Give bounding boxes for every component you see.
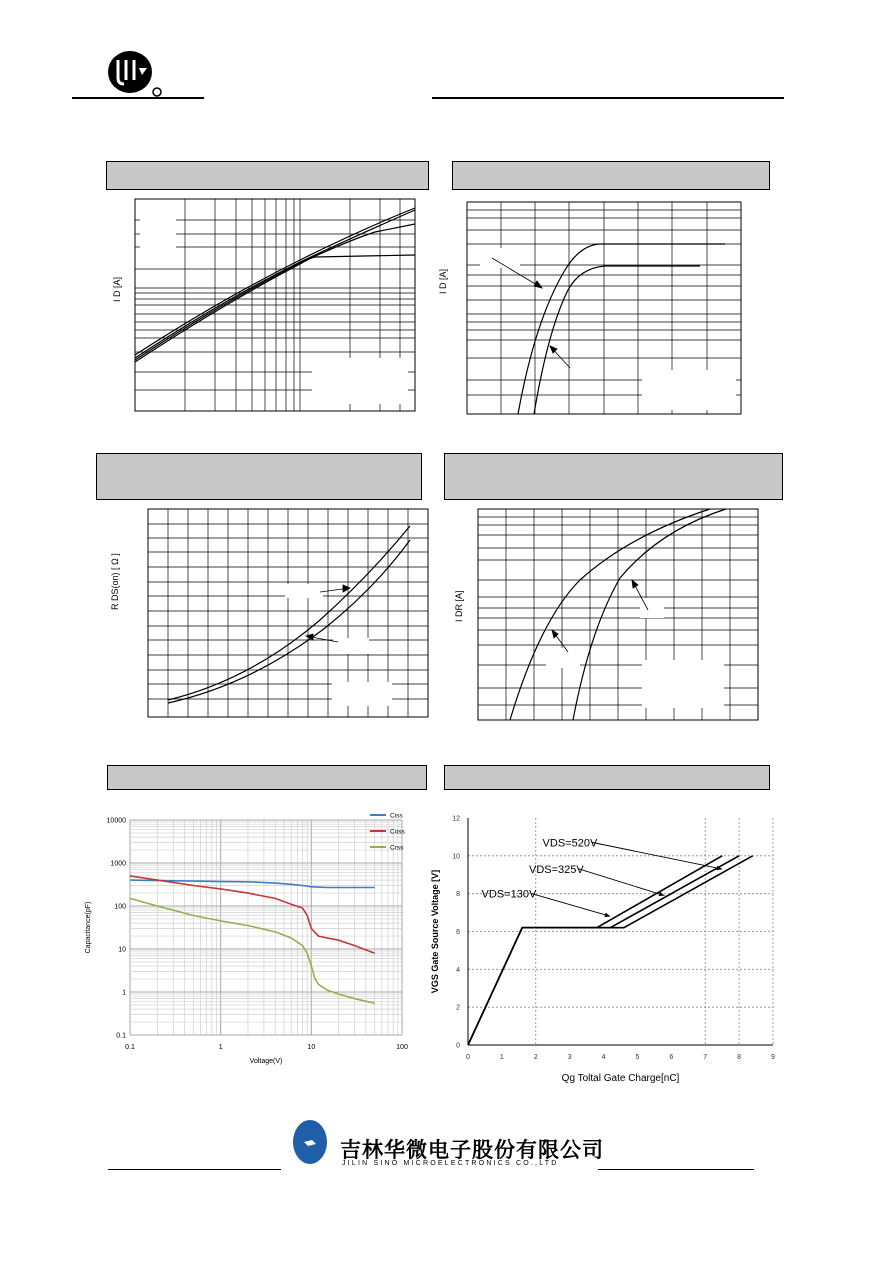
gate-charge-xtick: 6	[669, 1054, 674, 1061]
chart-3-ylabel: R DS(on) [ Ω ]	[110, 553, 120, 610]
gate-charge-xtick: 9	[771, 1054, 775, 1061]
capacitance-ytick: 1	[122, 989, 126, 997]
gate-charge-annotation: VDS=520V	[542, 837, 598, 850]
chart-4-ylabel: I DR [A]	[454, 590, 464, 622]
gate-charge-xtick: 0	[466, 1054, 470, 1061]
gate-charge-annotation: VDS=325V	[529, 863, 584, 876]
gate-charge-annotation: VDS=130V	[481, 888, 537, 901]
chart-2-svg	[430, 190, 770, 420]
gate-charge-ytick: 2	[456, 1004, 460, 1012]
gate-charge-annotation-arrow	[579, 869, 665, 896]
gate-charge-series-1	[468, 856, 722, 1045]
footer-rule-right	[598, 1169, 754, 1170]
gate-charge-ylabel: VGS Gate Source Voltage [V]	[430, 869, 440, 994]
gate-charge-xlabel: Qg Toltal Gate Charge[nC]	[561, 1073, 680, 1084]
company-name-cn: 吉林华微电子股份有限公司	[340, 1138, 604, 1162]
capacitance-ytick: 10000	[106, 817, 126, 825]
capacitance-ytick: 100	[114, 903, 126, 911]
footer-rule-left	[108, 1169, 281, 1170]
gate-charge-arrowhead	[604, 913, 610, 917]
capacitance-ylabel: Capacitance(pF)	[85, 901, 92, 954]
gate-charge-ytick: 12	[452, 815, 460, 823]
capacitance-xtick: 100	[396, 1044, 408, 1051]
gate-charge-xtick: 4	[601, 1054, 606, 1061]
capacitance-xlabel: Voltage(V)	[249, 1058, 283, 1065]
gate-charge-ytick: 4	[456, 966, 460, 974]
capacitance-xtick: 0.1	[125, 1044, 135, 1051]
chart-3-rdson	[100, 500, 430, 730]
gate-charge-xtick: 5	[635, 1054, 640, 1061]
chart-1-on-region	[100, 190, 430, 420]
chart-2-ylabel: I D [A]	[438, 268, 448, 294]
gate-charge-xtick: 8	[737, 1054, 742, 1061]
gate-charge-ytick: 6	[456, 929, 460, 936]
chart-4-diode	[440, 500, 780, 730]
capacitance-ytick: 0.1	[116, 1032, 126, 1040]
gate-charge-ytick: 10	[452, 853, 460, 861]
gate-charge-ytick: 8	[456, 891, 460, 899]
capacitance-chart	[80, 800, 420, 1070]
chart-2-transfer	[430, 190, 770, 420]
capacitance-ytick: 1000	[110, 860, 126, 868]
panel-title-3	[96, 453, 422, 500]
capacitance-svg	[80, 800, 420, 1070]
gate-charge-xtick: 7	[703, 1054, 708, 1061]
chart-3-svg	[100, 500, 430, 730]
capacitance-ytick: 10	[118, 946, 126, 954]
chart-1-svg	[100, 190, 430, 420]
gate-charge-annotation-arrow	[531, 893, 610, 916]
gate-charge-xtick: 1	[499, 1054, 504, 1061]
panel-title-1	[106, 161, 429, 190]
capacitance-legend-label: Coss	[390, 828, 405, 836]
gate-charge-xtick: 2	[533, 1054, 538, 1061]
panel-title-6	[444, 765, 770, 790]
panel-title-4	[444, 453, 783, 500]
panel-title-5	[107, 765, 427, 790]
capacitance-xtick: 10	[307, 1044, 316, 1051]
capacitance-legend-label: Crss	[390, 844, 404, 852]
capacitance-xtick: 1	[218, 1044, 223, 1051]
gate-charge-ytick: 0	[456, 1042, 460, 1050]
gate-charge-series-3	[468, 856, 753, 1045]
company-name-en: JILIN SINO MICROELECTRONICS CO.,LTD	[342, 1160, 559, 1167]
gate-charge-series-2	[468, 856, 739, 1045]
gate-charge-xtick: 3	[567, 1054, 572, 1061]
header-rule-right	[432, 97, 784, 99]
gate-charge-svg	[420, 800, 790, 1100]
chart-1-ylabel: I D [A]	[112, 276, 122, 302]
header-rule-left	[72, 97, 204, 99]
panel-title-2	[452, 161, 770, 190]
company-logo	[104, 48, 164, 98]
gate-charge-chart	[420, 800, 790, 1100]
gate-charge-annotation-arrow	[592, 842, 722, 869]
chart-4-svg	[440, 500, 780, 730]
footer-logo	[290, 1118, 330, 1168]
capacitance-legend-label: Ciss	[390, 812, 403, 820]
